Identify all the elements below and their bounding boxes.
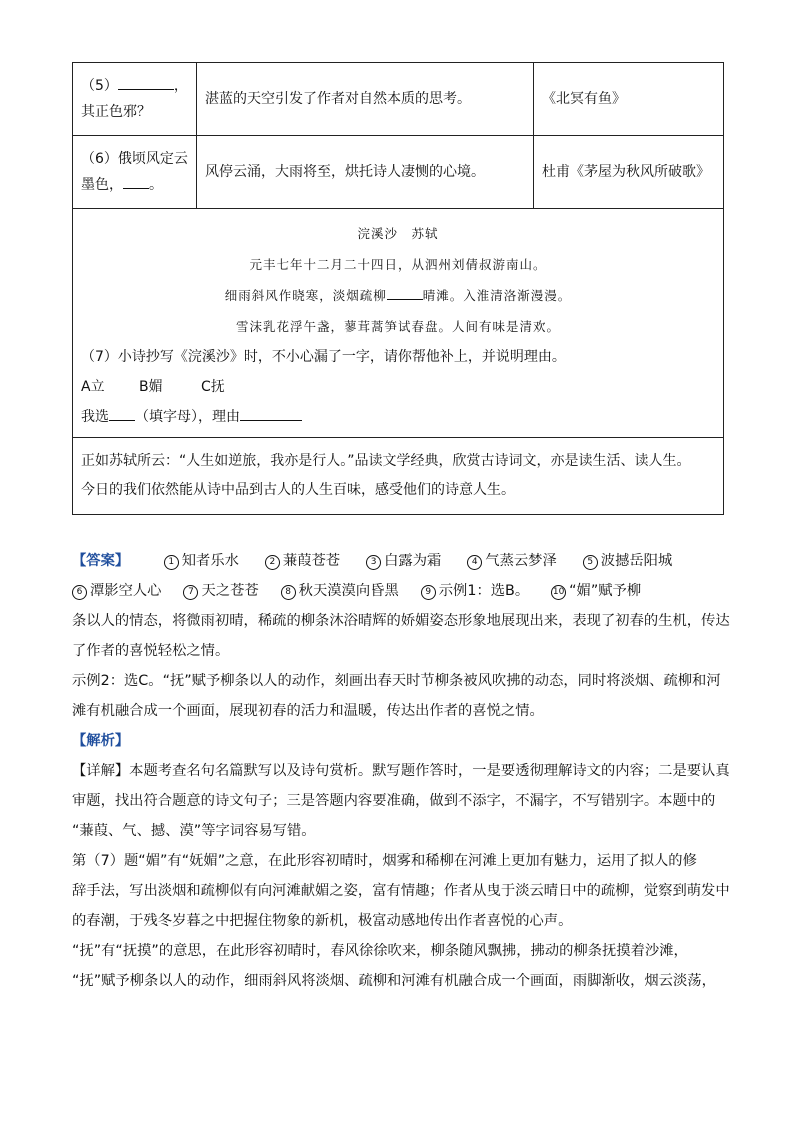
analysis-line: “蒹葭、气、撼、漠”等字词容易写错。 [72, 823, 316, 839]
item-number-circle: 8 [281, 585, 296, 600]
option-c: C抚 [201, 379, 225, 395]
answer-item [583, 553, 672, 569]
answer-line: 了作者的喜悦轻松之情。 [72, 643, 230, 659]
table-row [73, 136, 724, 209]
analysis-line: “抚”有“抚摸”的意思，在此形容初晴时，春风徐徐吹来，柳条随风飘拂，拂动的柳条抚摸着沙滩， [72, 943, 688, 959]
item-text: 知者乐水 [181, 553, 239, 569]
item-number-circle: 10 [551, 585, 566, 600]
answer-line: 条以人的情态，将微雨初晴，稀疏的柳条沐浴晴辉的娇媚姿态形象地展现出来，表现了初春的生机，传达 [72, 613, 730, 629]
item-text: “媚”赋予柳 [569, 583, 642, 599]
item-text: 天之苍苍 [201, 583, 259, 599]
item-text: 波撼岳阳城 [600, 553, 673, 569]
item-text: 示例1：选B。 [438, 583, 530, 599]
item-number-circle: 6 [72, 585, 87, 600]
question-table [72, 62, 724, 515]
choice-blank [109, 404, 135, 421]
item-number-circle: 3 [366, 555, 381, 570]
analysis-line: 的春潮，于残冬岁暮之中把握住物象的新机，极富动感地传出作者喜悦的心声。 [72, 913, 573, 929]
analysis-line: 辞手法，写出淡烟和疏柳似有向河滩献媚之姿，富有情趣；作者从曳于淡云晴日中的疏柳，觉察到萌发中 [72, 883, 730, 899]
answer-line: 我选 （填字母），理由 [81, 402, 715, 432]
item-text: 秋天漠漠向昏黑 [298, 583, 399, 599]
analysis-line: 第（7）题“媚”有“妩媚”之意，在此形容初晴时，烟雾和稀柳在河滩上更加有魅力，运用了拟人的修 [72, 853, 697, 869]
poem-line: 细雨斜风作晓寒，淡烟疏柳 晴滩。入淮清洛渐漫漫。 [224, 288, 572, 303]
description-cell-5: 湛蓝的天空引发了作者对自然本质的思考。 [197, 63, 534, 136]
item-number-circle: 5 [583, 555, 598, 570]
source-cell-5: 《北冥有鱼》 [534, 63, 724, 136]
analysis-line: “抚”赋予柳条以人的动作，细雨斜风将淡烟、疏柳和河滩有机融合成一个画面，雨脚渐收，烟云淡荡， [72, 973, 716, 989]
table-row [73, 63, 724, 136]
answer-item [366, 553, 441, 569]
analysis-header-line [72, 726, 732, 756]
question-cell-5: （5） ， 其正色邪？ [73, 63, 197, 136]
item-number-circle: 1 [164, 555, 179, 570]
description-cell-6: 风停云涌，大雨将至，烘托诗人凄恻的心境。 [197, 136, 534, 209]
answer-line [72, 576, 732, 606]
answer-line: 示例2：选C。“抚”赋予柳条以人的动作，刻画出春天时节柳条被风吹拂的动态，同时将淡烟、疏柳和河 [72, 673, 721, 689]
answer-item [72, 583, 161, 599]
table-row [73, 438, 724, 515]
options [81, 372, 715, 402]
table-row [73, 209, 724, 438]
answer-blank [387, 286, 423, 300]
answer-line: 滩有机融合成一个画面，展现初春的活力和温暖，传达出作者的喜悦之情。 [72, 703, 544, 719]
poem-cell [73, 209, 724, 438]
answer-item [467, 553, 556, 569]
item-number-circle: 2 [265, 555, 280, 570]
analysis-header: 【解析】 [72, 733, 130, 749]
analysis-body [72, 756, 732, 996]
answer-item [265, 553, 340, 569]
reason-blank [240, 404, 302, 421]
answer-header: 【答案】 [72, 553, 130, 569]
source-cell-6: 杜甫《茅屋为秋风所破歌》 [534, 136, 724, 209]
answer-blank [123, 172, 149, 189]
analysis-line: 审题，找出符合题意的诗文句子；三是答题内容要准确，做到不添字，不漏字，不写错别字。本题中的 [72, 793, 716, 809]
item-text: 蒹葭苍苍 [282, 553, 341, 569]
answer-item [164, 553, 239, 569]
answer-item [183, 583, 258, 599]
answer-line [72, 546, 732, 576]
option-a: A立 [81, 379, 105, 395]
poem-line: 雪沫乳花浮午盏，蓼茸蒿笋试春盘。人间有味是清欢。 [235, 319, 560, 334]
option-b: B媚 [139, 379, 163, 395]
item-text: 气蒸云梦泽 [485, 553, 557, 569]
question-cell-6: （6）俄顷风定云 墨色， 。 [73, 136, 197, 209]
item-number-circle: 7 [183, 585, 198, 600]
answer-item [421, 583, 529, 599]
analysis-line: 【详解】本题考查名句名篇默写以及诗句赏析。默写题作答时，一是要透彻理解诗文的内容；二是要认真 [72, 763, 730, 779]
answer-blank [118, 73, 174, 90]
item-number-circle: 4 [467, 555, 482, 570]
item-text: 潭影空人心 [90, 583, 162, 599]
item-text: 白露为霜 [384, 553, 442, 569]
answer-item [551, 583, 641, 599]
item-number-circle: 9 [421, 585, 436, 600]
closing-cell: 正如苏轼所云：“人生如逆旅，我亦是行人。”品读文学经典，欣赏古诗词文，亦是读生活、读人生。 今日的我们依然能从诗中品到古人的人生百味，感受他们的诗意人生。 [73, 438, 724, 515]
answer-item [281, 583, 399, 599]
question-7: （7）小诗抄写《浣溪沙》时，不小心漏了一字，请你帮他补上，并说明理由。 [81, 349, 566, 365]
poem-title: 浣溪沙 苏轼 [357, 226, 439, 241]
poem-line: 元丰七年十二月二十四日，从泗州刘倩叔游南山。 [249, 257, 547, 272]
answer-section [72, 546, 732, 996]
